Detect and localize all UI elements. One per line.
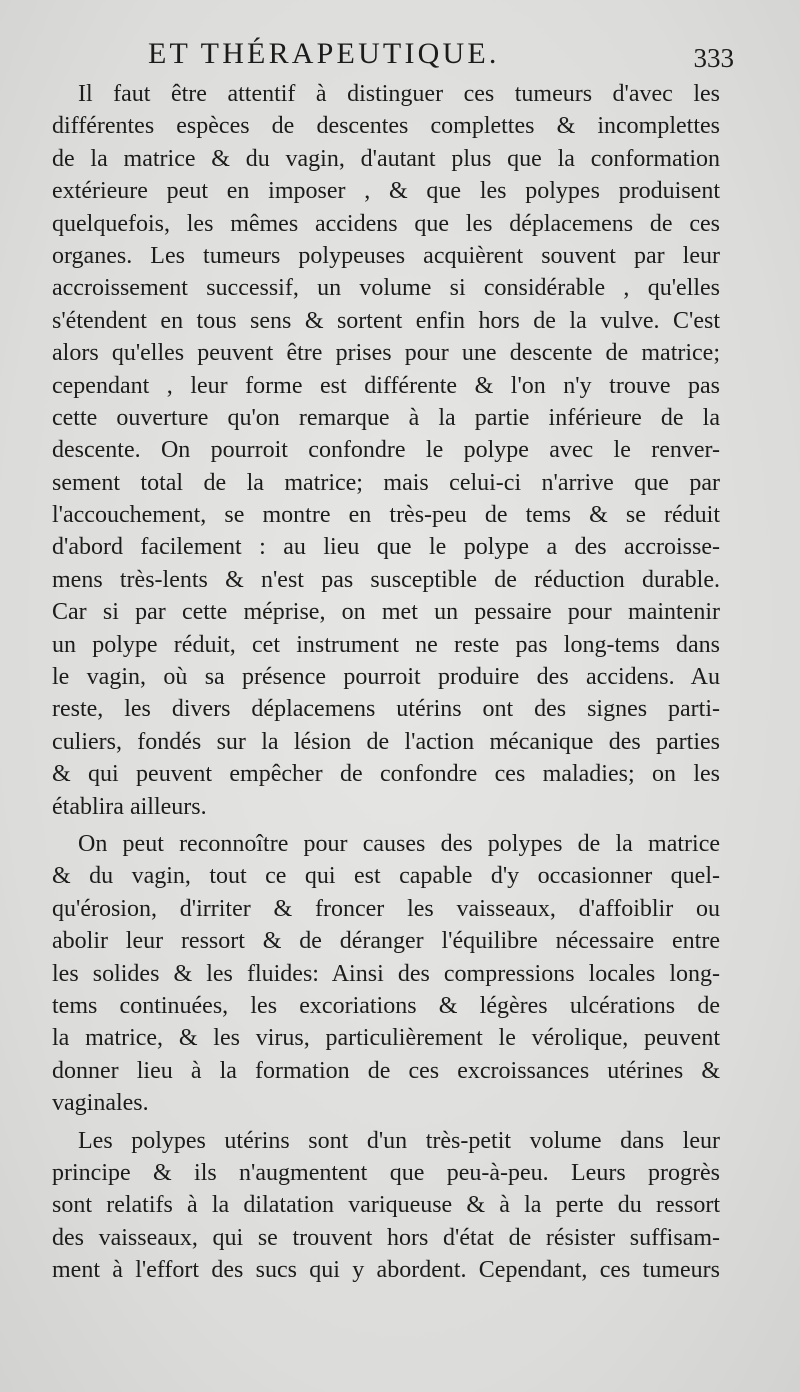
text-line: la matrice, & les virus, particulièrement le vérolique, peuvent xyxy=(52,1025,720,1052)
text-line: tems continuées, les excoriations & légères ulcérations de xyxy=(52,992,720,1019)
running-title: ET THÉRAPEUTIQUE. xyxy=(148,37,500,70)
paragraph-2 xyxy=(52,828,720,1120)
text-line: ment à l'effort des sucs qui y abordent. Cependant, ces tumeurs xyxy=(52,1257,720,1284)
text-line: des vaisseaux, qui se trouvent hors d'état de résister suffisam- xyxy=(52,1224,720,1251)
text-line: les solides & les fluides: Ainsi des compressions locales long- xyxy=(52,960,720,987)
text-line: cette ouverture qu'on remarque à la partie inférieure de la xyxy=(52,404,720,431)
text-line: descente. On pourroit confondre le polype avec le renver- xyxy=(52,437,720,464)
text-line: sement total de la matrice; mais celui-ci n'arrive que par xyxy=(52,469,720,496)
text-line: abolir leur ressort & de déranger l'équilibre nécessaire entre xyxy=(52,928,720,955)
text-line: différentes espèces de descentes complettes & incomplettes xyxy=(52,113,720,140)
text-line: d'abord facilement : au lieu que le polype a des accroisse- xyxy=(52,534,720,561)
page-number: 333 xyxy=(693,43,734,73)
text-line: sont relatifs à la dilatation variqueuse & à la perte du ressort xyxy=(52,1192,720,1219)
text-line: organes. Les tumeurs polypeuses acquièrent souvent par leur xyxy=(52,242,720,269)
running-head xyxy=(52,36,734,73)
text-line: le vagin, où sa présence pourroit produire des accidens. Au xyxy=(52,664,720,691)
text-line: principe & ils n'augmentent que peu-à-peu. Leurs progrès xyxy=(52,1159,720,1186)
text-line: de la matrice & du vagin, d'autant plus que la conformation xyxy=(52,145,720,172)
text-line: un polype réduit, cet instrument ne reste pas long-tems dans xyxy=(52,631,720,658)
text-line: quelquefois, les mêmes accidens que les déplacemens de ces xyxy=(52,210,720,237)
paragraph-3 xyxy=(52,1125,720,1287)
text-line: cependant , leur forme est différente & l'on n'y trouve pas xyxy=(52,372,720,399)
paragraph-1 xyxy=(52,78,720,823)
text-line: Il faut être attentif à distinguer ces tumeurs d'avec les xyxy=(78,81,720,107)
text-line: s'étendent en tous sens & sortent enfin hors de la vulve. C'est xyxy=(52,307,720,334)
text-line: établira ailleurs. xyxy=(52,793,207,820)
text-line: Les polypes utérins sont d'un très-petit volume dans leur xyxy=(78,1127,720,1154)
body-text xyxy=(52,78,720,1286)
text-line: vaginales. xyxy=(52,1090,149,1117)
text-line: Car si par cette méprise, on met un pessaire pour maintenir xyxy=(52,599,720,626)
text-line: extérieure peut en imposer , & que les polypes produisent xyxy=(52,178,720,205)
text-line: l'accouchement, se montre en très-peu de tems & se réduit xyxy=(52,502,720,529)
text-line: On peut reconnoître pour causes des polypes de la matrice xyxy=(78,830,720,857)
text-line: & qui peuvent empêcher de confondre ces maladies; on les xyxy=(52,761,720,788)
text-line: qu'érosion, d'irriter & froncer les vaisseaux, d'affoiblir ou xyxy=(52,895,720,922)
text-line: donner lieu à la formation de ces excroissances utérines & xyxy=(52,1057,720,1084)
text-line: accroissement successif, un volume si considérable , qu'elles xyxy=(52,275,720,302)
text-line: mens très-lents & n'est pas susceptible de réduction durable. xyxy=(52,566,720,593)
text-line: & du vagin, tout ce qui est capable d'y occasionner quel- xyxy=(52,863,720,890)
text-line: reste, les divers déplacemens utérins ont des signes parti- xyxy=(52,696,720,723)
text-line: culiers, fondés sur la lésion de l'action mécanique des parties xyxy=(52,728,720,755)
text-line: alors qu'elles peuvent être prises pour une descente de matrice; xyxy=(52,340,720,367)
